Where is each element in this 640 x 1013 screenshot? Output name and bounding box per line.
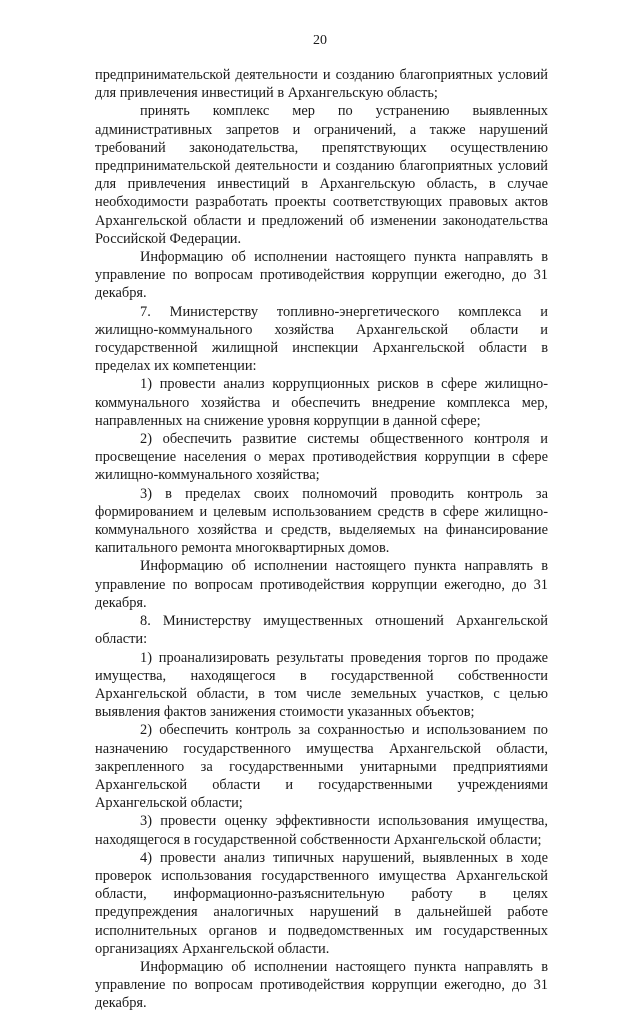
document-body [95,66,548,1013]
paragraph: Информацию об исполнении настоящего пункта направлять в управление по вопросам противодействия коррупции ежегодно, до 31 декабря. [95,558,548,611]
page-number: 20 [313,33,327,48]
paragraph: 8. Министерству имущественных отношений Архангельской области: [95,613,548,648]
paragraph: Информацию об исполнении настоящего пункта направлять в управление по вопросам противодействия коррупции ежегодно, до 31 декабря. [95,958,548,1012]
paragraph: 2) обеспечить развитие системы общественного контроля и просвещение населения о мерах противодействия коррупции в сфере жилищно-коммунального хозяйства; [95,431,548,484]
paragraph: 3) провести оценку эффективности использования имущества, находящегося в государственной собственности Архангельской области; [95,813,548,848]
paragraph: 1) провести анализ коррупционных рисков в сфере жилищно-коммунального хозяйства и обеспечить внедрение комплекса мер, направленных на снижение уровня коррупции в данной сфере; [95,376,548,429]
paragraph: принять комплекс мер по устранению выявленных административных запретов и ограничений, а также нарушений требований законодательства, препятствующих осуществлению предпринимательской деятельности и созданию благоприятных условий для привлечения инвестиций в Архангельскую область, в случае необходимости разработать проекты соответствующих правовых актов Архангельской области и предложений об изменении законодательства Российской Федерации. [95,103,548,247]
paragraph: Информацию об исполнении настоящего пункта направлять в управление по вопросам противодействия коррупции ежегодно, до 31 декабря. [95,249,548,302]
paragraph: 4) провести анализ типичных нарушений, выявленных в ходе проверок использования государственного имущества Архангельской области, информационно-разъяснительную работу в целях предупреждения аналогичных нарушений в дальнейшей работе исполнительных органов и подведомственных им государственных организациях Архангельской области. [95,849,548,957]
paragraph: 1) проанализировать результаты проведения торгов по продаже имущества, находящегося в государственной собственности Архангельской области, в том числе земельных участков, с целью выявления фактов занижения стоимости указанных объектов; [95,649,548,721]
paragraph: 2) обеспечить контроль за сохранностью и использованием по назначению государственного имущества Архангельской области, закрепленного за государственными унитарными предприятиями Архангельской области и государственными учреждениями Архангельской области; [95,722,548,812]
paragraph: предпринимательской деятельности и созданию благоприятных условий для привлечения инвестиций в Архангельскую область; [95,67,548,102]
paragraph: 7. Министерству топливно-энергетического комплекса и жилищно-коммунального хозяйства Архангельской области и государственной жилищной инспекции Архангельской области в пределах их компетенции: [95,303,548,375]
paragraph: 3) в пределах своих полномочий проводить контроль за формированием и целевым использованием средств в сфере жилищно-коммунального хозяйства и средств, выделяемых на финансирование капитального ремонта многоквартирных домов. [95,485,548,557]
